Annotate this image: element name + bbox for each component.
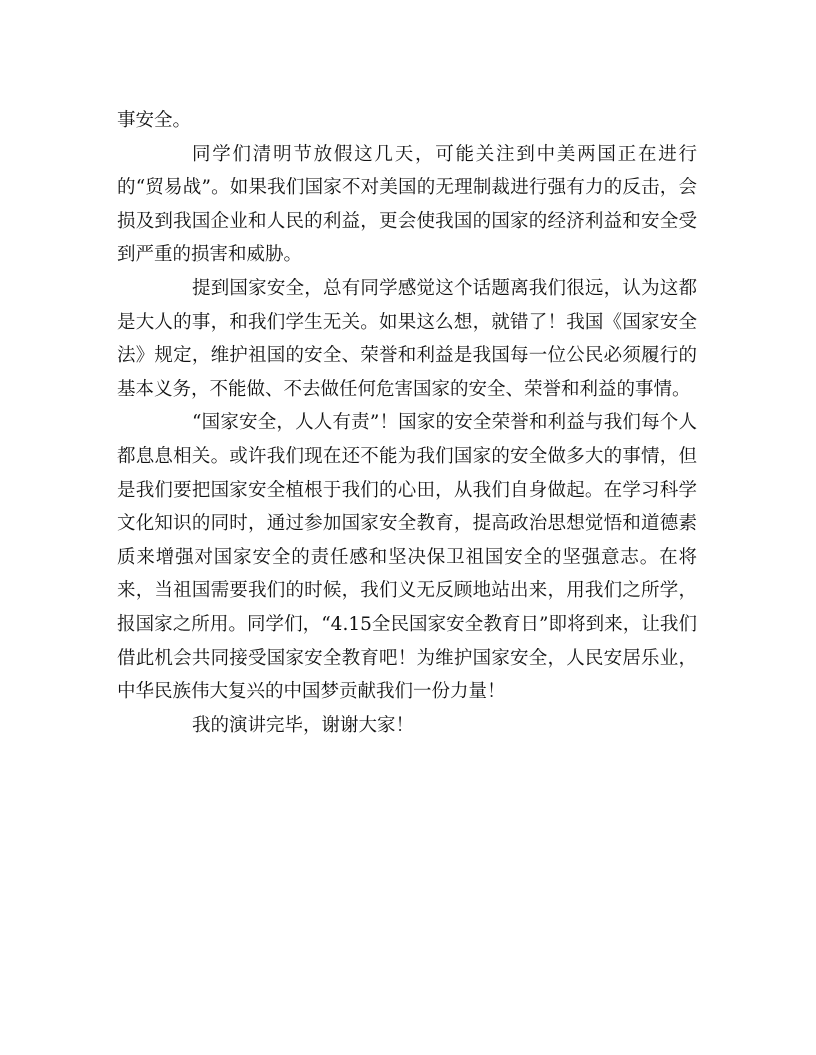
paragraph-trade-war: 同学们清明节放假这几天，可能关注到中美两国正在进行的“贸易战”。如果我们国家不对美国的无理制裁进行强有力的反击，会损及到我国企业和人民的利益，更会使我国的国家的经济利益和安全受到严重的损害和威胁。 [117,143,697,266]
paragraph-closing: 我的演讲完毕，谢谢大家！ [192,714,415,736]
paragraph-continuation: 事安全。 [117,110,192,131]
speech-body [117,104,697,742]
paragraph-everyone-responsible: “国家安全，人人有责”！国家的安全荣誉和利益与我们每个人都息息相关。或许我们现在还不能为我们国家的安全做多大的事情，但是我们要把国家安全植根于我们的心田，从我们自身做起。在学习科学文化知识的同时，通过参加国家安全教育，提高政治思想觉悟和道德素质来增强对国家安全的责任感和坚决保卫祖国安全的坚强意志。在将来，当祖国需要我们的时候，我们义无反顾地站出来，用我们之所学，报国家之所用。同学们，“4.15全民国家安全教育日”即将到来，让我们借此机会共同接受国家安全教育吧！为维护国家安全，人民安居乐业，中华民族伟大复兴的中国梦贡献我们一份力量！ [117,412,697,703]
paragraph-national-security-law: 提到国家安全，总有同学感觉这个话题离我们很远，认为这都是大人的事，和我们学生无关。如果这么想，就错了！我国《国家安全法》规定，维护祖国的安全、荣誉和利益是我国每一位公民必须履行的基本义务，不能做、不去做任何危害国家的安全、荣誉和利益的事情。 [117,277,697,400]
